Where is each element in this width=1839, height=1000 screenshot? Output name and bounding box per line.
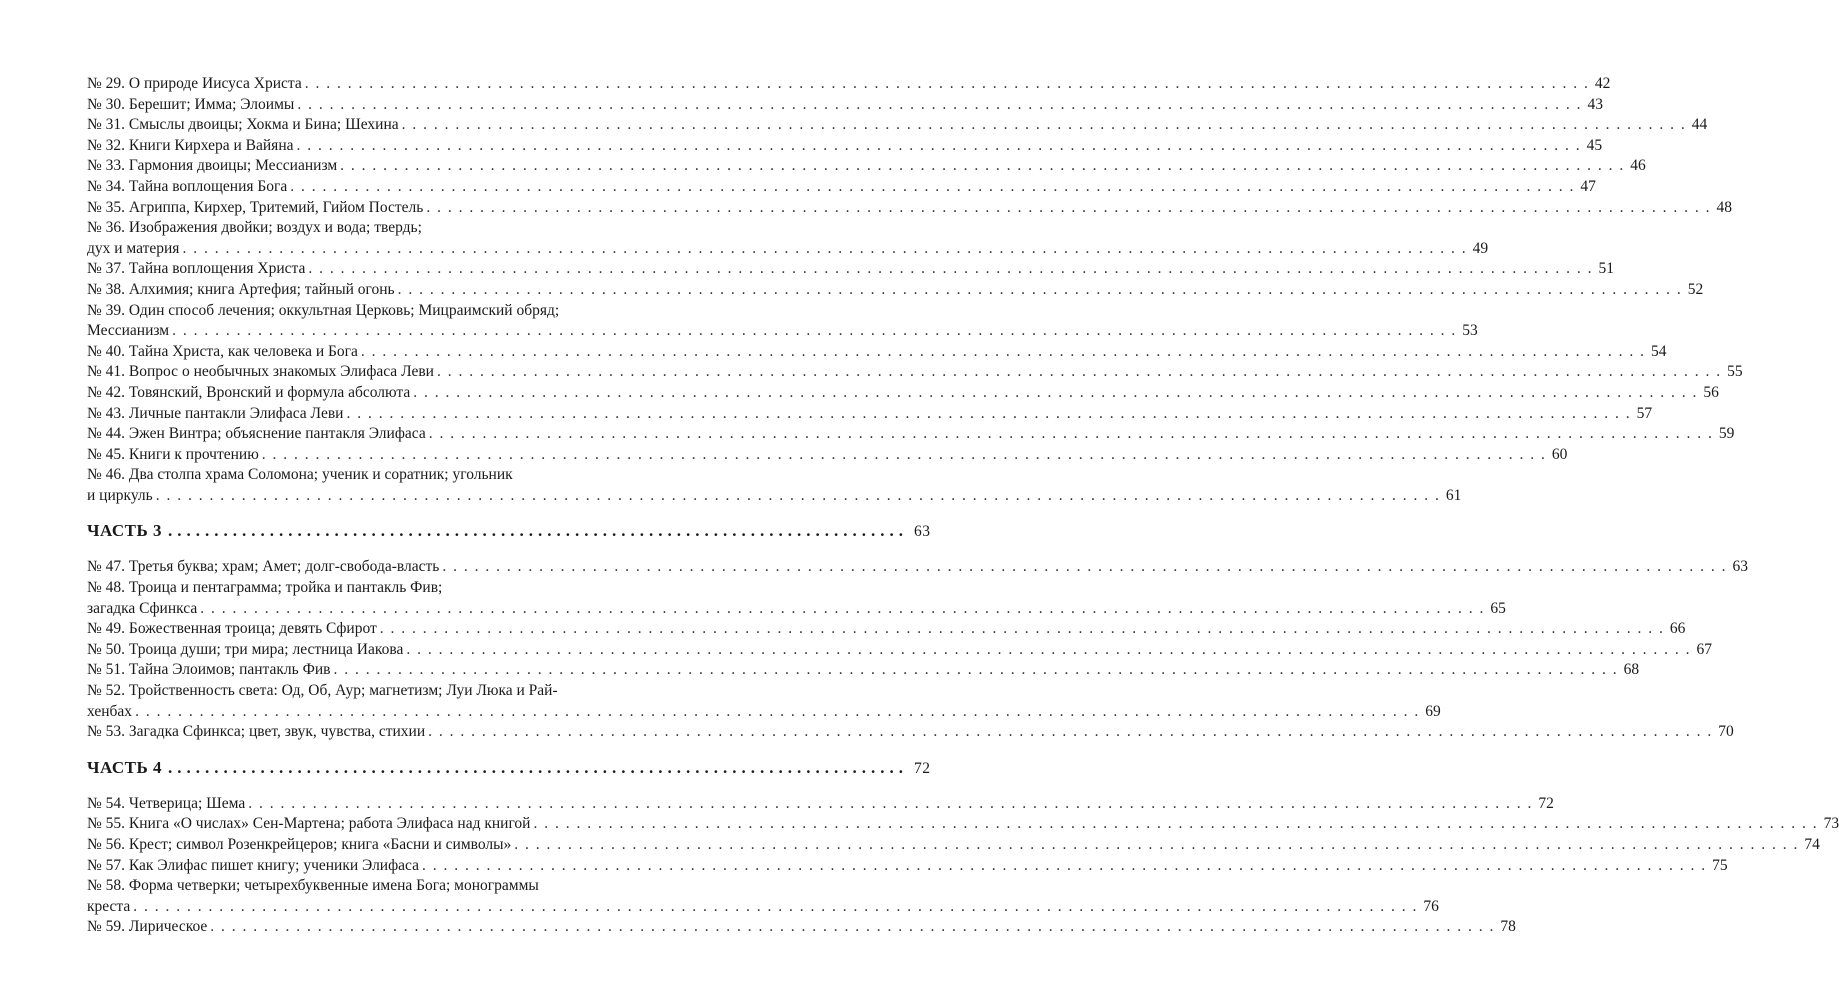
page-number: 59 [1718,425,1735,443]
entry-title: дух и материя [87,239,180,257]
toc-entry [87,856,1728,877]
page-number: 45 [1586,136,1603,154]
page-number: 46 [1630,157,1646,175]
part-heading [87,757,931,780]
entry-title: № 50. Троица души; три мира; лестница Иакова [87,640,404,658]
entry-title: № 32. Книги Кирхера и Вайяна [87,136,294,154]
toc-entry [87,259,1614,280]
page-number: 73 [1823,815,1839,833]
entry-title: № 55. Книга «О числах» Сен-Мартена; работа Элифаса над книгой [87,815,531,833]
page-number: 61 [1445,486,1462,504]
page-number: 76 [1423,897,1439,915]
toc-entry [87,917,1516,938]
entry-title: № 37. Тайна воплощения Христа [87,260,306,278]
dot-leader: . . . . . . . . . . . . . . . . . . . . . . . . . . . . . . . . . . . . . . . . . . . . . . . . . . . . . . . . . . . . . . . . . . . . . . . . . . . . . . . . . . . . . . . . . . . . . . . . . . . . . . . . . . . . . . . . . . . . . . . . [261,445,1547,463]
entry-title: загадка Сфинкса [87,599,198,617]
page-number: 49 [1472,239,1489,257]
page-number: 66 [1669,620,1686,638]
entry-title: № 45. Книги к прочтению [87,445,259,463]
toc-entry [87,835,1820,856]
part-heading [87,520,931,543]
toc-entry [87,445,1568,466]
table-of-contents [87,74,1839,938]
toc-entry [87,557,1748,578]
page-number: 47 [1580,177,1596,195]
entry-title-line: № 36. Изображения двойки; воздух и вода; твердь; [87,219,422,237]
toc-entry [87,136,1603,157]
toc-entry [87,383,1719,404]
entry-title-line: № 39. Один способ лечения; оккультная Церковь; Мицраимский обряд; [87,301,560,319]
entry-title: № 35. Агриппа, Кирхер, Тритемий, Гийом Постель [87,198,424,216]
dot-leader: . . . . . . . . . . . . . . . . . . . . . . . . . . . . . . . . . . . . . . . . . . . . . . . . . . . . . . . . . . . . . . . . . . . . . . . . . . . . . . . . . . . . . . . . . . . . . . . . . . . . . . . . . . . . . . . . . . . . . . . . [333,661,1619,679]
entry-title: Мессианизм [87,322,170,340]
entry-title: № 47. Третья буква; храм; Амет; долг-свобода-власть [87,558,440,576]
entry-title: № 30. Берешит; Имма; Элоимы [87,95,295,113]
entry-title: № 34. Тайна воплощения Бога [87,177,288,195]
page-number: 57 [1636,404,1653,422]
toc-entry [87,218,1489,259]
dot-leader: . . . . . . . . . . . . . . . . . . . . . . . . . . . . . . . . . . . . . . . . . . . . . . . . . . . . . . . . . . . . . . . . . . . . . . . . . . . . . . . . . . . . . . . . . . . . . . . . . . . . . . . . . . . . . . . . . . . . . . . . [360,342,1646,360]
entry-title: хенбах [87,702,133,720]
page-number: 52 [1687,280,1704,298]
entry-title: и циркуль [87,486,153,504]
entry-title-line: № 46. Два столпа храма Соломона; ученик и соратник; угольник [87,466,513,484]
entry-title: № 43. Личные пантакли Элифаса Леви [87,404,344,422]
page-number: 55 [1727,363,1743,381]
dot-leader: . . . . . . . . . . . . . . . . . . . . . . . . . . . . . . . . . . . . . . . . . . . . . . . . . . . . . . . . . . . . . . . . . . . . . . . . . . . . . . . . . . . . . . . . . . . . . . . . . . . . . . . . . . . . . . . . . . . . . . . . [290,177,1575,195]
toc-entry [87,301,1478,342]
page-number: 69 [1425,702,1441,720]
page-number: 60 [1551,445,1568,463]
dot-leader: . . . . . . . . . . . . . . . . . . . . . . . . . . . . . . . . . . . . . . . . . . . . . . . . . . . . . . . . . . . . . . . . . . . . . . . . . . . . . . . . . . . . . . . . . . . . . . . . . . . . . . . . . . . . . . . . . . . . . . . . [442,558,1727,576]
toc-entry [87,115,1708,136]
dot-leader: . . . . . . . . . . . . . . . . . . . . . . . . . . . . . . . . . . . . . . . . . . . . . . . . . . . . . . . . . . . . . . . . . . . . . . . . . . . . . . . . . . . . . . . . . . . . . . . . . . . . . . . . . . . . . . . . . . . . . . . . [172,322,1457,340]
toc-entry [87,74,1611,95]
page-number: 72 [914,759,931,777]
dot-leader: . . . . . . . . . . . . . . . . . . . . . . . . . . . . . . . . . . . . . . . . . . . . . . . . . . . . . . . . . . . . . . . . . . . . . . . . . . . . . . . . . . . . . . . . . . . . . . . . . . . . . . . . . . . . . . . . . . . . . . . . [413,383,1698,401]
page-number: 42 [1594,75,1611,92]
entry-title: № 40. Тайна Христа, как человека и Бога [87,342,358,360]
page-number: 65 [1490,599,1506,617]
page-number: 72 [1538,794,1554,812]
entry-title: № 33. Гармония двоицы; Мессианизм [87,157,338,175]
page-number: 67 [1696,640,1712,658]
toc-entry [87,362,1743,383]
toc-entry [87,814,1839,835]
toc-entry [87,404,1653,425]
toc-entry [87,95,1603,116]
dot-leader: . . . . . . . . . . . . . . . . . . . . . . . . . . . . . . . . . . . . . . . . . . . . . . . . . . . . . . . . . . . . . . . . . . . . . . . . . . . . . . . . . . . . . . . . . . . . . . . . . . . . . . . . . . . . . . . . . . . . . . . . [296,136,1582,154]
dot-leader: . . . . . . . . . . . . . . . . . . . . . . . . . . . . . . . . . . . . . . . . . . . . . . . . . . . . . . . . . . . . . . . . . . . . . . . . . . . . . . . . . . . . . . . . . . . . . . . . . . . . . . . . . . . . . . . . . . . . . . . . [297,95,1582,113]
dot-leader: . . . . . . . . . . . . . . . . . . . . . . . . . . . . . . . . . . . . . . . . . . . . . . . . . . . . . . . . . . . . . . . . . . . . . . . . . . . . . . . . . . . . . . . . . . . . . . . . . . . . . . . . . . . . . . . . . . . . . . . . [401,116,1687,134]
dot-leader: . . . . . . . . . . . . . . . . . . . . . . . . . . . . . . . . . . . . . . . . . . . . . . . . . . . . . . . . . . . . . . . . . . . . . . . . . . . . . . . . . . . . . . . . . . . . . . . . . . . . . . . . . . . . . . . . . . . . . . . . [155,486,1441,504]
toc-entry [87,156,1646,177]
entry-title: № 57. Как Элифас пишет книгу; ученики Элифаса [87,856,419,874]
page-number: 74 [1804,836,1820,853]
entry-title: № 41. Вопрос о необычных знакомых Элифаса Леви [87,363,434,381]
dot-leader: . . . . . . . . . . . . . . . . . . . . . . . . . . . . . . . . . . . . . . . . . . . . . . . . . . . . . . . . . . . . . . . . . . . . . . . . . . . . . . . . . . . . . . . . . . . . . . . . . . . . . . . . . . . . . . . . . . . . . . . . [426,198,1711,216]
toc-entry [87,640,1712,661]
page-number: 53 [1462,322,1478,340]
entry-title: № 42. Товянский, Вронский и формула абсолюта [87,383,411,401]
entry-title: № 56. Крест; символ Розенкрейцеров; книга «Басни и символы» [87,836,512,853]
toc-entry [87,465,1462,506]
entry-title-line: № 48. Троица и пентаграмма; тройка и пантакль Фив; [87,579,443,597]
entry-title-line: № 58. Форма четверки; четырехбуквенные имена Бога; монограммы [87,877,539,895]
dot-leader: . . . . . . . . . . . . . . . . . . . . . . . . . . . . . . . . . . . . . . . . . . . . . . . . . . . . . . . . . . . . . . . . . . . . . . . . . . . . . . . . . . . . . . . . . . . . . . . . . . . . . . . . . . . . . . . . . . . . . . . . [514,836,1799,853]
page-number: 68 [1623,661,1640,679]
dot-leader: . . . . . . . . . . . . . . . . . . . . . . . . . . . . . . . . . . . . . . . . . . . . . . . . . . . . . . . . . . . . . . . . . . . . . . . . . . . . . . . . . . . . . . . . . . . . . . . . . . . . . . . . . . . . . . . . . . . . . . . . [533,815,1819,833]
entry-title: № 31. Смыслы двоицы; Хокма и Бина; Шехина [87,116,399,134]
page-number: 51 [1598,260,1614,278]
entry-title: № 44. Эжен Винтра; объяснение пантакля Элифаса [87,425,426,443]
dot-leader: . . . . . . . . . . . . . . . . . . . . . . . . . . . . . . . . . . . . . . . . . . . . . . . . . . . . . . . . . . . . . . . . . . . . . . . . . . . . . . . . . . . . . . . . . . . . . . . . . . . . . . . . . . . . . . . . . . . . . . . . [200,599,1485,617]
toc-entry [87,177,1596,198]
entry-title: № 51. Тайна Элоимов; пантакль Фив [87,661,331,679]
entry-title-line: № 52. Тройственность света: Од, Об, Аур; магнетизм; Луи Люка и Рай- [87,682,558,700]
page-number: 63 [914,523,931,541]
toc-entry [87,681,1441,722]
dot-leader: . . . . . . . . . . . . . . . . . . . . . . . . . . . . . . . . . . . . . . . . . . . . . . . . . . . . . . . . . . . . . . . . . . . . . . . . . . . . . . . . . . . . . . . . . . . . . . . . . . . . . . . . . . . . . . . . . . . . . . . . [135,702,1420,720]
dot-leader: . . . . . . . . . . . . . . . . . . . . . . . . . . . . . . . . . . . . . . . . . . . . . . . . . . . . . . . . . . . . . . . . . . . . . . . . . . . . . . . . . . . . . . . . . . . . . . . . . . . . . . . . . . . . . . . . . . . . . . . . [133,897,1418,915]
toc-entry [87,198,1732,219]
entry-title: № 53. Загадка Сфинкса; цвет, звук, чувства, стихии [87,723,426,741]
toc-entry [87,280,1704,301]
dot-leader: . . . . . . . . . . . . . . . . . . . . . . . . . . . . . . . . . . . . . . . . . . . . . . . . . . . . . . . . . . . . . . . . . . . . . . . . . . . . . . . . . . . . . . . . . . . . . . . . . . . . . . . . . . . . . . . . . . . . . . . . [182,239,1468,257]
dot-leader: . . . . . . . . . . . . . . . . . . . . . . . . . . . . . . . . . . . . . . . . . . . . . . . . . . . . . . . . . . . . . . . . . . . . . . . . . . . . . . . . . . . . . . . . . . . . . . . . . . . . . . . . . . . . . . . . . . . . . . . . [428,723,1713,741]
entry-title: № 38. Алхимия; книга Артефия; тайный огонь [87,280,395,298]
page-number: 43 [1587,95,1603,113]
dot-leader: . . . . . . . . . . . . . . . . . . . . . . . . . . . . . . . . . . . . . . . . . . . . . . . . . . . . . . . . . . . . . . . . . . . . . . . . . . . . . . . . . . . . . . . . . . . . . . . . . . . . . . . . . . . . . . . . . . . . . . . . [397,280,1683,298]
page-number: 48 [1716,198,1732,216]
page-number: 75 [1712,856,1728,874]
toc-entry [87,578,1506,619]
toc-entry [87,424,1735,445]
entry-title: № 49. Божественная троица; девять Сфирот [87,620,377,638]
dot-leader: . . . . . . . . . . . . . . . . . . . . . . . . . . . . . . . . . . . . . . . . . . . . . . . . . . . . . . . . . . . . . . . . . . . . . . . . . . . . . . . . . . . . . . . . . . . . . . . . . . . . . . . . . . . . . . . . . . . . . . . . [346,404,1632,422]
part-title: ЧАСТЬ 4 [87,757,163,777]
dot-leader: . . . . . . . . . . . . . . . . . . . . . . . . . . . . . . . . . . . . . . . . . . . . . . . . . . . . . . . . . . . . . . . . . . . . . . . . . . . . . . . . . . . . . . . . . . . . . . . . . . . . . . . . . . . . . . . . . . . . . . . . [406,640,1691,658]
page-number: 54 [1651,342,1667,360]
entry-title: № 59. Лирическое [87,918,208,936]
dot-leader: . . . . . . . . . . . . . . . . . . . . . . . . . . . . . . . . . . . . . . . . . . . . . . . . . . . . . . . . . . . . . . . . . . . . . . . . . . . . . . . . . . . . . . . . . . . . . . . . . . . . . . . . . . . . . . . . . . . . . . . . [340,157,1625,175]
dot-leader: ................................................................................ [168,757,909,777]
toc-entry [87,876,1439,917]
dot-leader: . . . . . . . . . . . . . . . . . . . . . . . . . . . . . . . . . . . . . . . . . . . . . . . . . . . . . . . . . . . . . . . . . . . . . . . . . . . . . . . . . . . . . . . . . . . . . . . . . . . . . . . . . . . . . . . . . . . . . . . . [210,918,1495,936]
dot-leader: . . . . . . . . . . . . . . . . . . . . . . . . . . . . . . . . . . . . . . . . . . . . . . . . . . . . . . . . . . . . . . . . . . . . . . . . . . . . . . . . . . . . . . . . . . . . . . . . . . . . . . . . . . . . . . . . . . . . . . . . [379,620,1665,638]
dot-leader: ................................................................................ [168,521,909,541]
page-number: 56 [1703,383,1719,401]
dot-leader: . . . . . . . . . . . . . . . . . . . . . . . . . . . . . . . . . . . . . . . . . . . . . . . . . . . . . . . . . . . . . . . . . . . . . . . . . . . . . . . . . . . . . . . . . . . . . . . . . . . . . . . . . . . . . . . . . . . . . . . . [436,363,1722,381]
part-title: ЧАСТЬ 3 [87,521,163,541]
dot-leader: . . . . . . . . . . . . . . . . . . . . . . . . . . . . . . . . . . . . . . . . . . . . . . . . . . . . . . . . . . . . . . . . . . . . . . . . . . . . . . . . . . . . . . . . . . . . . . . . . . . . . . . . . . . . . . . . . . . . . . . . [428,425,1714,443]
page-number: 44 [1691,116,1708,134]
dot-leader: . . . . . . . . . . . . . . . . . . . . . . . . . . . . . . . . . . . . . . . . . . . . . . . . . . . . . . . . . . . . . . . . . . . . . . . . . . . . . . . . . . . . . . . . . . . . . . . . . . . . . . . . . . . . . . . . . . . . . . . . [421,856,1707,874]
entry-title: креста [87,897,131,915]
toc-entry [87,619,1686,640]
entry-title: № 29. О природе Иисуса Христа [87,75,302,92]
toc-entry [87,660,1640,681]
page-number: 78 [1500,918,1516,936]
dot-leader: . . . . . . . . . . . . . . . . . . . . . . . . . . . . . . . . . . . . . . . . . . . . . . . . . . . . . . . . . . . . . . . . . . . . . . . . . . . . . . . . . . . . . . . . . . . . . . . . . . . . . . . . . . . . . . . . . . . . . . . . [304,75,1590,92]
toc-entry [87,722,1734,743]
toc-entry [87,794,1554,815]
dot-leader: . . . . . . . . . . . . . . . . . . . . . . . . . . . . . . . . . . . . . . . . . . . . . . . . . . . . . . . . . . . . . . . . . . . . . . . . . . . . . . . . . . . . . . . . . . . . . . . . . . . . . . . . . . . . . . . . . . . . . . . . [248,794,1533,812]
entry-title: № 54. Четверица; Шема [87,794,246,812]
page-number: 63 [1732,558,1748,576]
page-number: 70 [1718,723,1734,741]
dot-leader: . . . . . . . . . . . . . . . . . . . . . . . . . . . . . . . . . . . . . . . . . . . . . . . . . . . . . . . . . . . . . . . . . . . . . . . . . . . . . . . . . . . . . . . . . . . . . . . . . . . . . . . . . . . . . . . . . . . . . . . . [308,260,1593,278]
toc-entry [87,342,1667,363]
